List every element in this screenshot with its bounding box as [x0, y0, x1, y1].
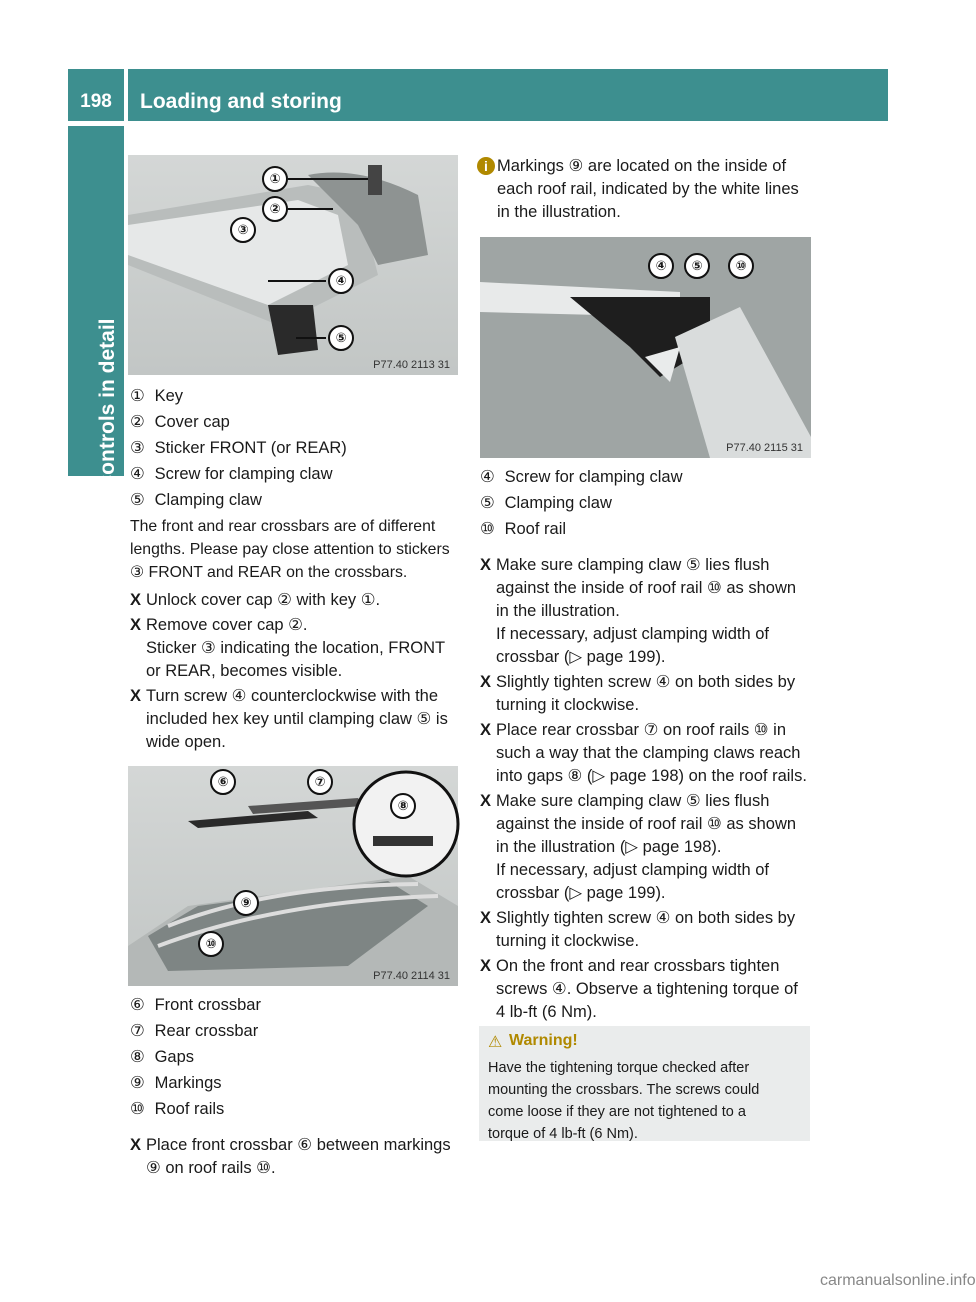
figure-vehicle-roof [128, 766, 458, 986]
leader-line [268, 280, 326, 282]
side-tab [68, 126, 124, 306]
callout-5: ⑤ [328, 325, 354, 351]
legend-item: ③ Sticker FRONT (or REAR) [130, 439, 347, 457]
step: X Slightly tighten screw ④ on both sides by [480, 673, 796, 691]
legend-item: ⑧ Gaps [130, 1048, 195, 1066]
info-note: Markings ⑨ are located on the inside of each roof rail, indicated by the white lines in the illustration. [497, 157, 799, 221]
callout-7: ⑦ [307, 769, 333, 795]
paragraph: The front and rear crossbars are of different lengths. Please pay close attention to stickers ③ FRONT and REAR on the crossbars. [130, 518, 450, 581]
callout-6: ⑥ [210, 769, 236, 795]
legend-item: ⑤ Clamping claw [130, 491, 262, 509]
step: X Unlock cover cap ② with key ①. [130, 591, 381, 609]
instruction-list: X Unlock cover cap ② with key ①. X Remove cover cap ②. Sticker ③ indicating the location, FRONT or REAR, becomes visible. X Turn screw ④ counterclockwise with the included hex key until clamping claw ⑤ is wide open. [130, 591, 448, 751]
legend-item: ⑦ Rear crossbar [130, 1022, 259, 1040]
section-label: Controls in detail [96, 318, 119, 490]
step: X Make sure clamping claw ⑤ lies flush [480, 556, 770, 574]
info-icon: i [477, 157, 495, 175]
page-title: Loading and storing [140, 90, 342, 113]
callout-9: ⑨ [233, 890, 259, 916]
figure-clamping-claw [480, 237, 811, 458]
instruction-list: X Place front crossbar ⑥ between markings ⑨ on roof rails ⑩. [130, 1136, 451, 1177]
step: X Place rear crossbar ⑦ on roof rails ⑩ in [480, 721, 787, 739]
callout-10: ⑩ [728, 253, 754, 279]
legend-list [130, 385, 347, 512]
callout-10: ⑩ [198, 931, 224, 957]
legend-item: ② Cover cap [130, 413, 230, 431]
step: X Turn screw ④ counterclockwise with the [130, 687, 439, 705]
callout-5: ⑤ [684, 253, 710, 279]
legend-list [130, 994, 261, 1121]
legend-item: ⑥ Front crossbar [130, 996, 261, 1014]
callout-4: ④ [648, 253, 674, 279]
warning-text: Have the tightening torque checked after mounting the crossbars. The screws could come loose if they are not tightened to a torque of 4 lb-ft (6 Nm). [488, 1060, 760, 1142]
legend-item: ④ Screw for clamping claw [130, 465, 333, 483]
callout-2: ② [262, 196, 288, 222]
legend-item: ① Key [130, 387, 184, 405]
leader-line [288, 208, 333, 210]
figure-code: P77.40 2113 31 [373, 359, 450, 371]
footer-watermark: carmanualsonline.info [820, 1272, 976, 1289]
legend-item: ⑩ Roof rail [480, 520, 567, 538]
legend-list [480, 466, 682, 541]
page-number: 198 [80, 91, 112, 112]
figure-crossbar-end [128, 155, 458, 375]
step: X Slightly tighten screw ④ on both sides by [480, 909, 796, 927]
warning-title: Warning! [509, 1032, 578, 1049]
figure-code: P77.40 2114 31 [373, 970, 450, 982]
step: X On the front and rear crossbars tighten [480, 957, 780, 975]
legend-item: ⑩ Roof rails [130, 1100, 225, 1118]
figure-code: P77.40 2115 31 [726, 442, 803, 454]
step: X Make sure clamping claw ⑤ lies flush [480, 792, 770, 810]
instruction-list: X Make sure clamping claw ⑤ lies flush against the inside of roof rail ⑩ as shown in the illustration. If necessary, adjust clamping width of crossbar (▷ page 199). X Slightly tighten screw ④ on both sides by turning it clockwise. X Place rear crossbar ⑦ on roof rails ⑩ in such a way that the clamping claws reach into gaps ⑧ (▷ page 198) on the roof rails. X Make sure clamping claw ⑤ lies flush against the inside of roof rail ⑩ as shown in the illustration (▷ page 198). If necessary, adjust clamping width of crossbar (▷ page 199). X Slightly tighten screw ④ on both sides by turning it clockwise. X On the front and rear crossbars tighten screws ④. Observe a tightening torque of 4 lb-ft (6 Nm). [480, 556, 807, 1021]
warning-icon: ⚠ [488, 1034, 503, 1051]
callout-3: ③ [230, 217, 256, 243]
leader-line [296, 337, 326, 339]
callout-4: ④ [328, 268, 354, 294]
callout-1: ① [262, 166, 288, 192]
legend-item: ⑨ Markings [130, 1074, 222, 1092]
legend-item: ⑤ Clamping claw [480, 494, 612, 512]
callout-8: ⑧ [390, 793, 416, 819]
step: X Remove cover cap ②. [130, 616, 308, 634]
step: X Place front crossbar ⑥ between markings [130, 1136, 451, 1154]
legend-item: ④ Screw for clamping claw [480, 468, 683, 486]
leader-line [288, 178, 368, 180]
